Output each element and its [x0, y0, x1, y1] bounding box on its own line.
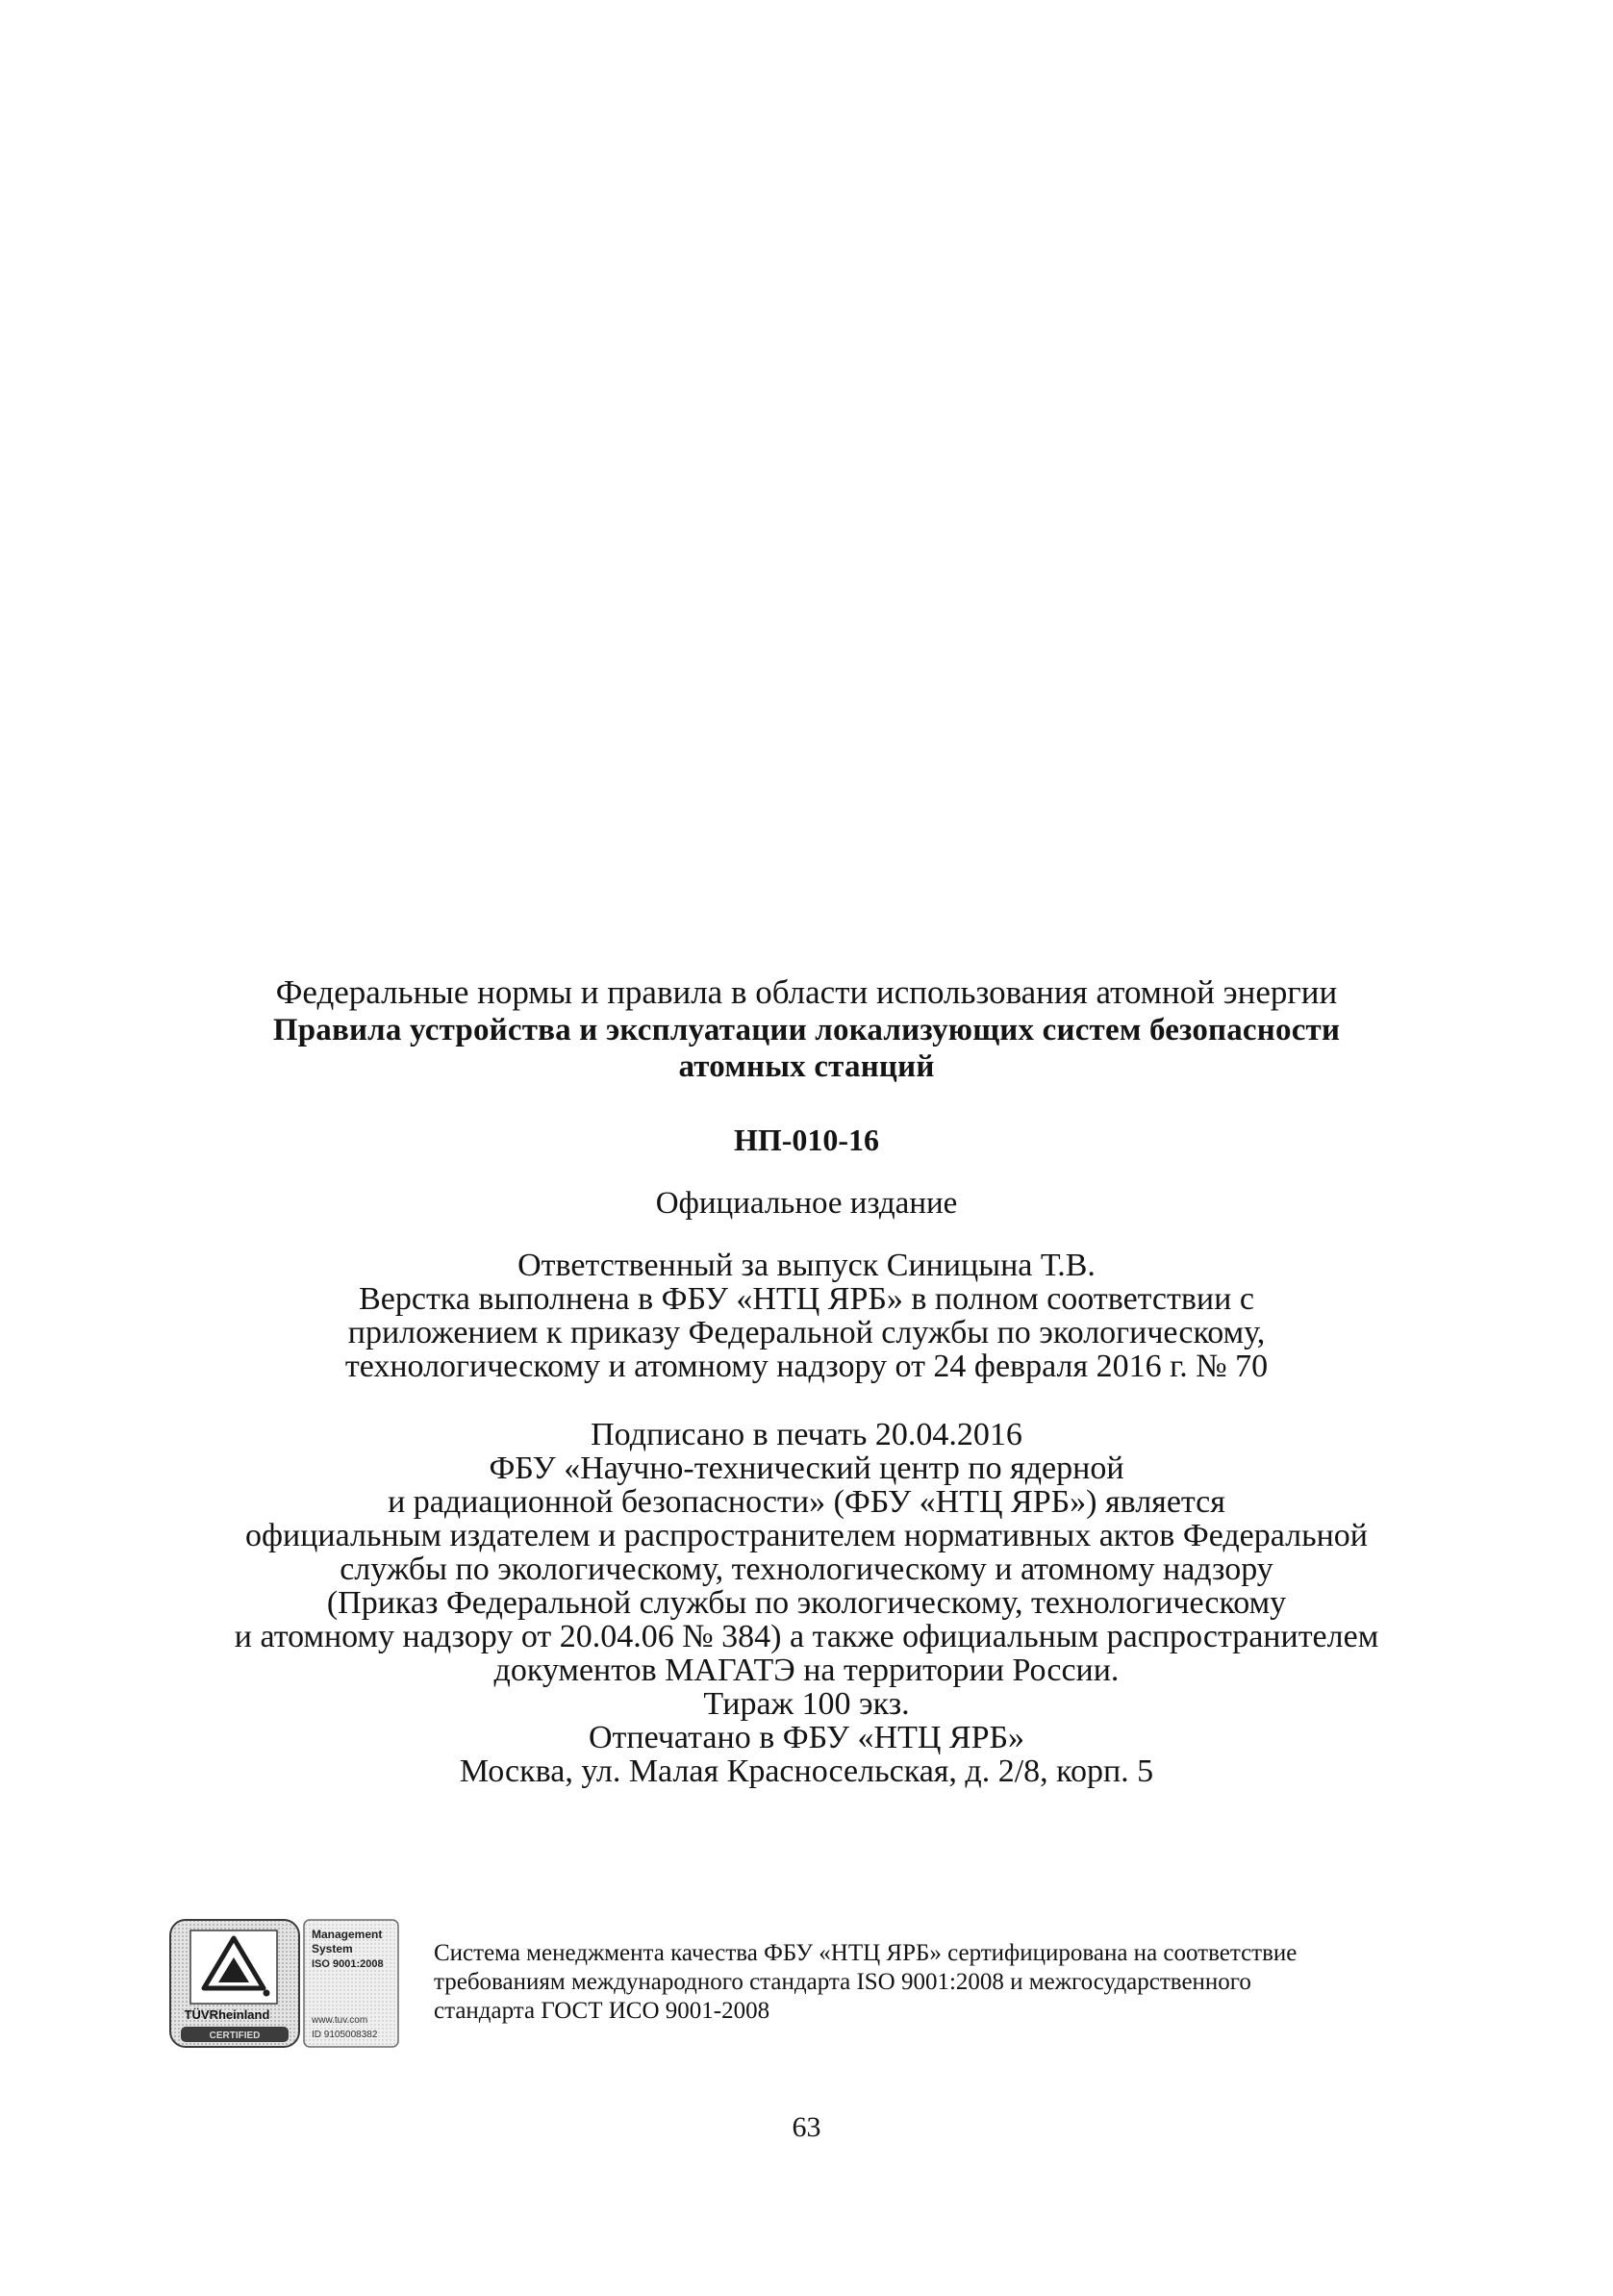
imprint-block	[0, 1418, 1613, 1788]
document-title	[0, 1012, 1613, 1085]
norms-header	[0, 975, 1613, 1010]
responsible-line: Ответственный за выпуск Синицына Т.В.	[517, 1248, 1096, 1283]
tuv-certification-icon	[169, 1919, 400, 2050]
tuv-brand-text: TÜVRheinland	[184, 2007, 270, 2022]
certification-line: стандарта ГОСТ ИСО 9001-2008	[434, 1998, 770, 2024]
imprint-line: документов МАГАТЭ на территории России.	[493, 1653, 1120, 1688]
imprint-line: службы по экологическому, технологическому и атомному надзору	[340, 1552, 1273, 1587]
responsible-block	[0, 1249, 1613, 1383]
responsible-line: Верстка выполнена в ФБУ «НТЦ ЯРБ» в полном соответствии с	[359, 1281, 1254, 1317]
document-title-line-1: Правила устройства и эксплуатации локализующих систем безопасности	[272, 1013, 1341, 1047]
page-number: 63	[792, 2111, 821, 2143]
tuv-system-line: ISO 9001:2008	[312, 1958, 384, 1970]
certification-line: требованиям международного стандарта ISO 9001:2008 и межгосударственного	[434, 1969, 1251, 1995]
imprint-line: официальным издателем и распространителем нормативных актов Федеральной	[245, 1518, 1368, 1553]
imprint-line: (Приказ Федеральной службы по экологическому, технологическому	[326, 1585, 1287, 1621]
imprint-line: Подписано в печать 20.04.2016	[591, 1417, 1022, 1452]
imprint-line: ФБУ «Научно-технический центр по ядерной	[489, 1451, 1124, 1486]
edition-label: Официальное издание	[655, 1186, 958, 1221]
document-code: НП-010-16	[733, 1123, 880, 1157]
tuv-system-line: Management	[312, 1928, 383, 1941]
norms-header-line: Федеральные нормы и правила в области использования атомной энергии	[275, 973, 1338, 1011]
imprint-line: Отпечатано в ФБУ «НТЦ ЯРБ»	[588, 1720, 1025, 1755]
tuv-id-text: ID 9105008382	[312, 2030, 378, 2040]
certification-statement	[434, 1939, 1444, 2026]
imprint-line: и радиационной безопасности» (ФБУ «НТЦ ЯРБ») является	[388, 1484, 1225, 1520]
imprint-line: Тираж 100 экз.	[703, 1686, 910, 1722]
tuv-web-text: www.tuv.com	[312, 2015, 368, 2026]
imprint-line: и атомному надзору от 20.04.06 № 384) а также официальным распространителем	[234, 1619, 1379, 1654]
imprint-line: Москва, ул. Малая Красносельская, д. 2/8, корп. 5	[459, 1754, 1154, 1789]
tuv-badge-text: CERTIFIED	[209, 2031, 261, 2041]
responsible-line: технологическому и атомному надзору от 24 февраля 2016 г. № 70	[344, 1349, 1269, 1384]
certification-logo	[169, 1919, 400, 2050]
certification-line: Система менеджмента качества ФБУ «НТЦ ЯРБ» сертифицирована на соответствие	[434, 1940, 1298, 1966]
document-title-line-2: атомных станций	[678, 1049, 935, 1084]
tuv-system-line: System	[312, 1942, 353, 1955]
responsible-line: приложением к приказу Федеральной службы по экологическому,	[347, 1315, 1266, 1350]
